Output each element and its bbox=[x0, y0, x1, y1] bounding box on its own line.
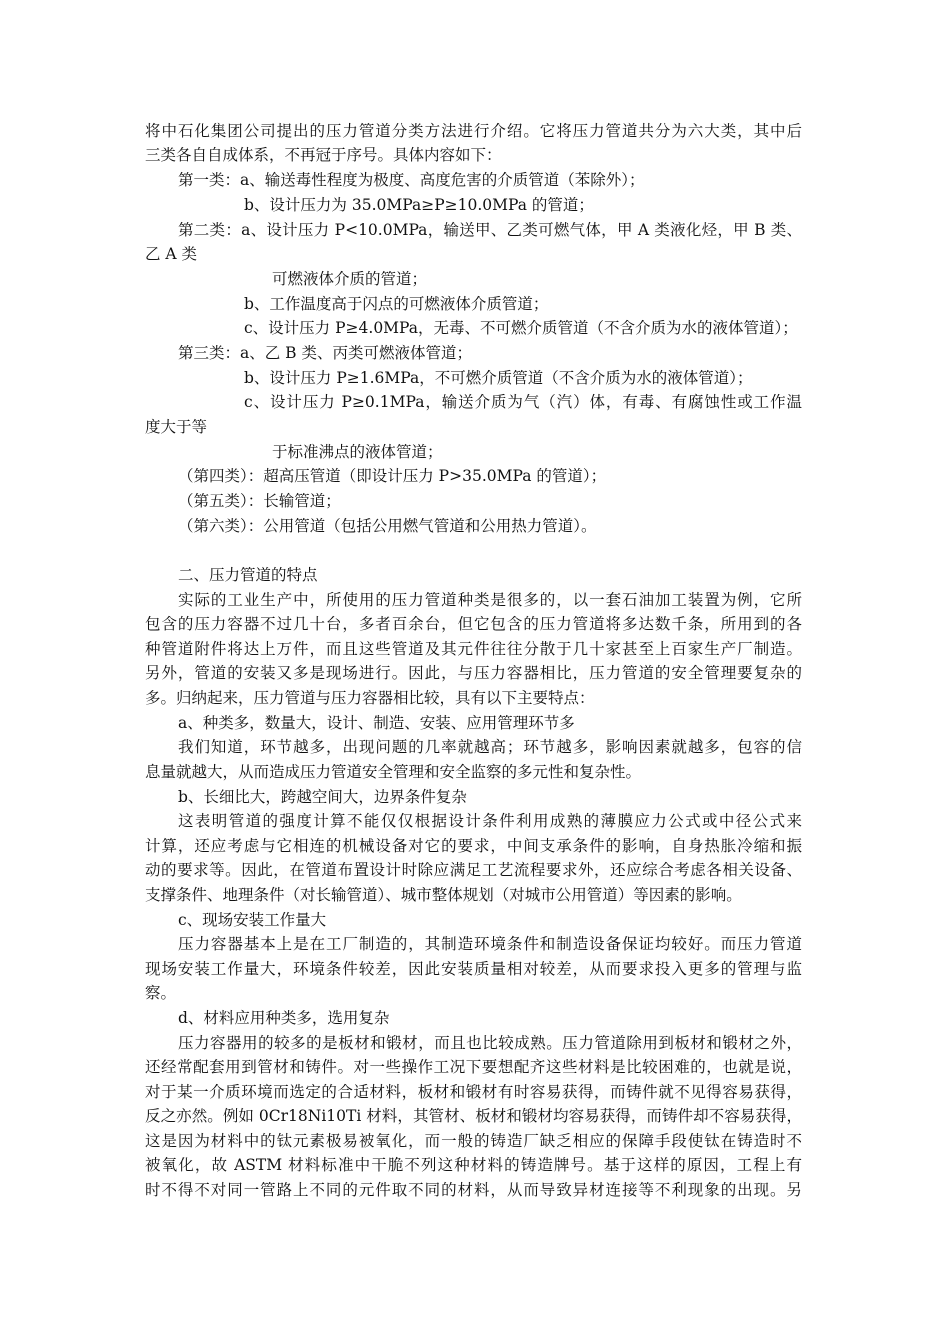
class3-item-a: 第三类：a、乙 B 类、丙类可燃液体管道； bbox=[178, 344, 472, 362]
class3-item-c-line-2: 度大于等 bbox=[145, 418, 208, 436]
class2-item-b: b、工作温度高于闪点的可燃液体介质管道； bbox=[244, 295, 549, 313]
section-intro-line-5: 多。归纳起来，压力管道与压力容器相比较，具有以下主要特点： bbox=[145, 689, 595, 707]
class2-item-a-line-3: 可燃液体介质的管道； bbox=[272, 270, 428, 288]
section-intro-line-1: 实际的工业生产中，所使用的压力管道种类是很多的，以一套石油加工装置为例，它所 bbox=[178, 591, 802, 609]
intro-line-1: 将中石化集团公司提出的压力管道分类方法进行介绍。它将压力管道共分为六大类，其中后 bbox=[145, 122, 802, 140]
point-d-body-line-1: 压力容器用的较多的是板材和锻材，而且也比较成熟。压力管道除用到板材和锻材之外， bbox=[178, 1034, 802, 1052]
point-c-body-line-3: 察。 bbox=[145, 984, 177, 1002]
point-b-body-line-2: 计算，还应考虑与它相连的机械设备对它的要求，中间支承条件的影响，自身热胀冷缩和振 bbox=[145, 837, 802, 855]
section-heading: 二、压力管道的特点 bbox=[178, 566, 318, 584]
class2-item-a-line-1: 第二类：a、设计压力 P<10.0MPa，输送甲、乙类可燃气体，甲 A 类液化烃，甲 B 类、 bbox=[178, 221, 802, 239]
point-a-body-line-2: 息量就越大，从而造成压力管道安全管理和安全监察的多元性和复杂性。 bbox=[145, 763, 642, 781]
section-intro-line-2: 包含的压力容器不过几十台，多者百余台，但它包含的压力管道将多达数千条，所用到的各 bbox=[145, 615, 802, 633]
point-b-body-line-4: 支撑条件、地理条件（对长输管道）、城市整体规划（对城市公用管道）等因素的影响。 bbox=[145, 886, 742, 904]
point-b-title: b、长细比大，跨越空间大，边界条件复杂 bbox=[178, 788, 467, 806]
point-c-title: c、现场安装工作量大 bbox=[178, 911, 327, 929]
point-b-body-line-3: 动的要求等。因此，在管道布置设计时除应满足工艺流程要求外，还应综合考虑各相关设备、 bbox=[145, 861, 802, 879]
point-d-body-line-7: 时不得不对同一管路上不同的元件取不同的材料，从而导致异材连接等不利现象的出现。另 bbox=[145, 1181, 802, 1199]
class6-item: （第六类）：公用管道（包括公用燃气管道和公用热力管道）。 bbox=[178, 517, 597, 535]
intro-line-2: 三类各自自成体系，不再冠于序号。具体内容如下： bbox=[145, 146, 502, 164]
point-c-body-line-1: 压力容器基本上是在工厂制造的，其制造环境条件和制造设备保证均较好。而压力管道 bbox=[178, 935, 802, 953]
class3-item-c-line-3: 于标准沸点的液体管道； bbox=[272, 443, 443, 461]
class3-item-b: b、设计压力 P≥1.6MPa，不可燃介质管道（不含介质为水的液体管道）； bbox=[244, 369, 753, 387]
point-d-body-line-2: 还经常配套用到管材和铸件。对一些操作工况下要想配齐这些材料是比较困难的，也就是说， bbox=[145, 1058, 802, 1076]
class4-item: （第四类）：超高压管道（即设计压力 P>35.0MPa 的管道）； bbox=[178, 467, 607, 485]
class2-item-c: c、设计压力 P≥4.0MPa，无毒、不可燃介质管道（不含介质为水的液体管道）； bbox=[244, 319, 798, 337]
section-intro-line-4: 另外，管道的安装又多是现场进行。因此，与压力容器相比，压力管道的安全管理要复杂的 bbox=[145, 664, 802, 682]
class5-item: （第五类）：长输管道； bbox=[178, 492, 341, 510]
point-c-body-line-2: 现场安装工作量大，环境条件较差，因此安装质量相对较差，从而要求投入更多的管理与监 bbox=[145, 960, 802, 978]
point-d-body-line-5: 这是因为材料中的钛元素极易被氧化，而一般的铸造厂缺乏相应的保障手段使钛在铸造时不 bbox=[145, 1132, 802, 1150]
class1-item-a: 第一类：a、输送毒性程度为极度、高度危害的介质管道（苯除外）； bbox=[178, 171, 645, 189]
point-a-title: a、种类多，数量大，设计、制造、安装、应用管理环节多 bbox=[178, 714, 575, 732]
point-d-body-line-4: 反之亦然。例如 0Cr18Ni10Ti 材料，其管材、板材和锻材均容易获得，而铸件却不容易获得， bbox=[145, 1107, 802, 1125]
section-intro-line-3: 种管道附件将达上万件，而且这些管道及其元件往往分散于几十家甚至上百家生产厂制造。 bbox=[145, 640, 802, 658]
class3-item-c-line-1: c、设计压力 P≥0.1MPa，输送介质为气（汽）体，有毒、有腐蚀性或工作温 bbox=[244, 393, 802, 411]
point-b-body-line-1: 这表明管道的强度计算不能仅仅根据设计条件利用成熟的薄膜应力公式或中径公式来 bbox=[178, 812, 802, 830]
class2-item-a-line-2: 乙 A 类 bbox=[145, 245, 198, 263]
point-d-title: d、材料应用种类多，选用复杂 bbox=[178, 1009, 390, 1027]
class1-item-b: b、设计压力为 35.0MPa≥P≥10.0MPa 的管道； bbox=[244, 196, 594, 214]
point-d-body-line-3: 对于某一介质环境而选定的合适材料，板材和锻材有时容易获得，而铸件就不见得容易获得， bbox=[145, 1083, 802, 1101]
point-d-body-line-6: 被氧化，故 ASTM 材料标准中干脆不列这种材料的铸造牌号。基于这样的原因，工程上有 bbox=[145, 1156, 802, 1174]
point-a-body-line-1: 我们知道，环节越多，出现问题的几率就越高；环节越多，影响因素就越多，包容的信 bbox=[178, 738, 802, 756]
